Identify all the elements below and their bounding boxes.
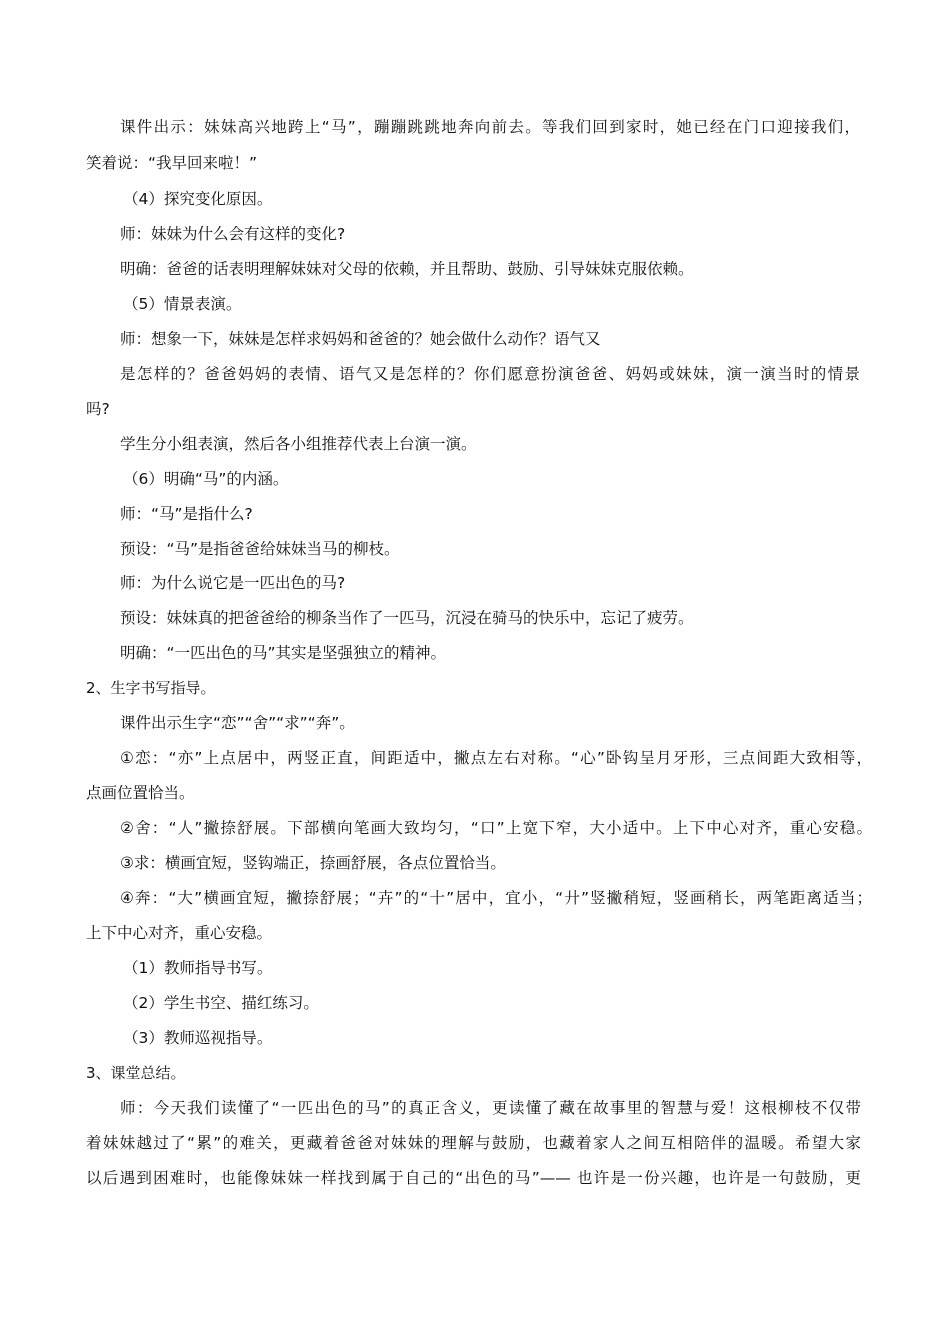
paragraph-line: 吗? [86, 400, 110, 418]
paragraph-line: 课件出示生字“恋”“舍”“求”“奔”。 [120, 714, 355, 732]
subsection-heading: （3）教师巡视指导。 [123, 1029, 273, 1047]
paragraph-line: 师：想象一下，妹妹是怎样求妈妈和爸爸的？她会做什么动作？语气又 [120, 330, 601, 348]
paragraph-line: 师：“马”是指什么? [120, 505, 253, 523]
paragraph-line: ③求：横画宜短，竖钩端正，捺画舒展，各点位置恰当。 [120, 854, 506, 872]
subsection-heading: （6）明确“马”的内涵。 [123, 470, 289, 488]
paragraph-line: 笑着说：“我早回来啦！” [86, 154, 258, 172]
paragraph-line: 着妹妹越过了“累”的难关，更藏着爸爸对妹妹的理解与鼓励，也藏着家人之间互相陪伴的温暖。希望大家 [86, 1134, 861, 1152]
paragraph-line: 师：为什么说它是一匹出色的马? [120, 574, 346, 592]
subsection-heading: （4）探究变化原因。 [123, 190, 273, 208]
paragraph-line: 上下中心对齐，重心安稳。 [86, 924, 273, 942]
paragraph-line: ①恋：“亦”上点居中，两竖正直，间距适中，撇点左右对称。“心”卧钩呈月牙形，三点间距大致相等， [120, 749, 872, 767]
paragraph-line: 师：今天我们读懂了“一匹出色的马”的真正含义，更读懂了藏在故事里的智慧与爱！这根柳枝不仅带 [120, 1099, 861, 1117]
subsection-heading: （1）教师指导书写。 [123, 959, 273, 977]
paragraph-line: 点画位置恰当。 [86, 784, 195, 802]
section-heading: 3、课堂总结。 [86, 1064, 186, 1082]
subsection-heading: （2）学生书空、描红练习。 [123, 994, 319, 1012]
section-heading: 2、生字书写指导。 [86, 679, 216, 697]
paragraph-line: 预设：“马”是指爸爸给妹妹当马的柳枝。 [120, 540, 400, 558]
paragraph-line: 学生分小组表演，然后各小组推荐代表上台演一演。 [120, 435, 477, 453]
subsection-heading: （5）情景表演。 [123, 295, 242, 313]
paragraph-line: 师：妹妹为什么会有这样的变化? [120, 225, 346, 243]
paragraph-line: ②舍：“人”撇捺舒展。下部横向笔画大致均匀，“口”上宽下窄，大小适中。上下中心对齐，重心安稳。 [120, 819, 872, 837]
paragraph-line: ④奔：“大”横画宜短，撇捺舒展；“卉”的“十”居中，宜小，“廾”竖撇稍短，竖画稍长，两笔距离适当； [120, 889, 872, 907]
paragraph-line: 以后遇到困难时，也能像妹妹一样找到属于自己的“出色的马”—— 也许是一份兴趣，也许是一句鼓励，更 [86, 1169, 861, 1187]
paragraph-line: 是怎样的？爸爸妈妈的表情、语气又是怎样的？你们愿意扮演爸爸、妈妈或妹妹，演一演当时的情景 [120, 365, 860, 383]
paragraph-line: 明确：“一匹出色的马”其实是坚强独立的精神。 [120, 644, 447, 662]
paragraph-line: 明确：爸爸的话表明理解妹妹对父母的依赖，并且帮助、鼓励、引导妹妹克服依赖。 [120, 260, 694, 278]
paragraph-line: 预设：妹妹真的把爸爸给的柳条当作了一匹马，沉浸在骑马的快乐中，忘记了疲劳。 [120, 609, 694, 627]
paragraph-line: 课件出示：妹妹高兴地跨上“马”，蹦蹦跳跳地奔向前去。等我们回到家时，她已经在门口迎接我们， [120, 118, 860, 136]
